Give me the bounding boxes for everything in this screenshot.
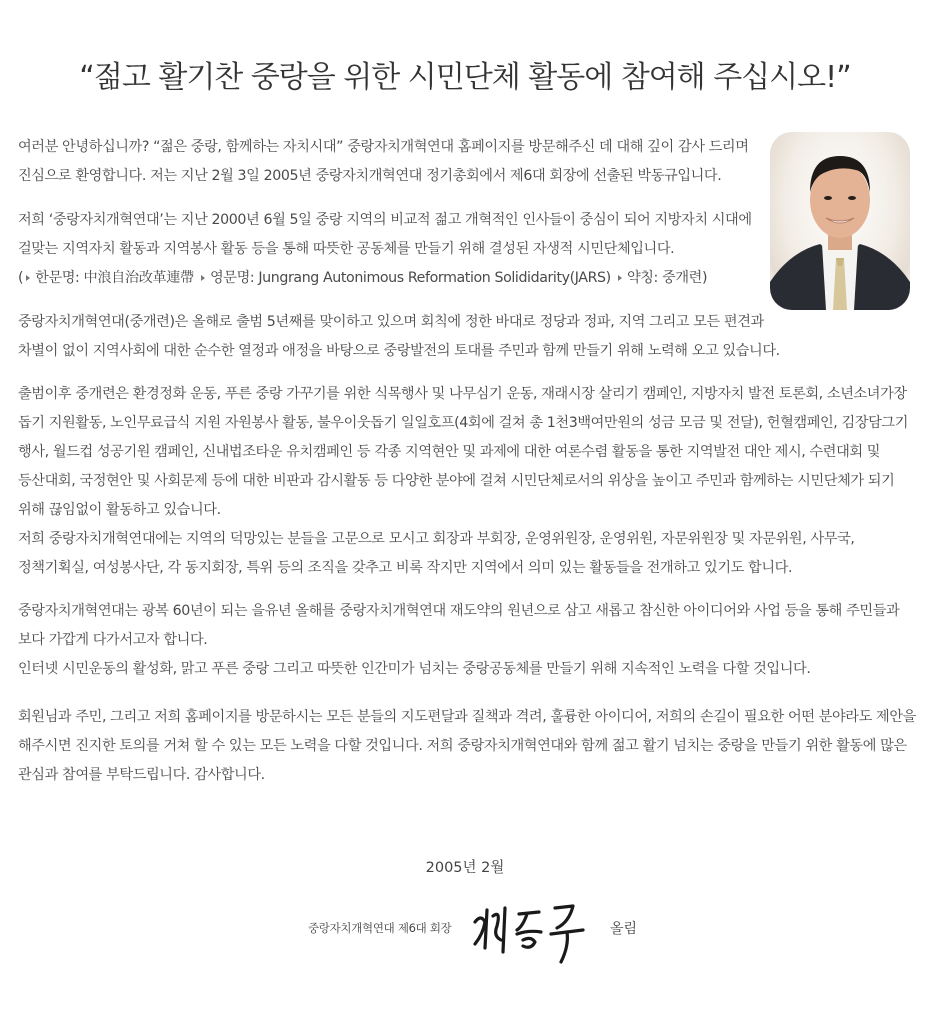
abbreviation: 약칭: 중개련) — [626, 270, 708, 286]
letter-date: 2005년 2월 — [425, 860, 505, 876]
names-line — [18, 264, 766, 293]
organization-paragraph — [18, 206, 766, 293]
names-open: ( — [18, 270, 24, 286]
signer-title: 중랑자치개혁연대 제6대 회장 — [308, 921, 452, 935]
text-line: 차별이 없이 지역사회에 대한 순수한 열정과 애정을 바탕으로 중랑발전의 토대를 주민과 함께 만들기 위해 노력해 오고 있습니다. — [18, 343, 780, 359]
page-headline: “젊고 활기찬 중랑을 위한 시민단체 활동에 참여해 주십시오!” — [79, 60, 851, 95]
intro-paragraph — [18, 133, 766, 191]
signature-block — [0, 900, 930, 970]
text-line: 출범이후 중개련은 환경정화 운동, 푸른 중랑 가꾸기를 위한 식목행사 및 나무심기 운동, 재래시장 살리기 캠페인, 지방자치 발전 토론회, 소년소녀가장 — [18, 386, 907, 402]
president-portrait — [770, 132, 910, 310]
text-line: 돕기 지원활동, 노인무료급식 지원 자원봉사 활동, 불우이웃돕기 일일호프(4회에 걸쳐 총 1천3백여만원의 성금 모금 및 전달), 헌혈캠페인, 김장담그기 — [18, 415, 909, 431]
text-line: 해주시면 진지한 토의를 거쳐 할 수 있는 모든 노력을 다할 것입니다. 저희 중랑자치개혁연대와 함께 젊고 활기 넘치는 중랑을 만들기 위한 활동에 많은 — [18, 738, 907, 754]
text-line: 관심과 참여를 부탁드립니다. 감사합니다. — [18, 767, 265, 783]
english-name: 영문명: Jungrang Autonimous Reformation Solididarity(JARS) — [209, 270, 611, 286]
text-line: 인터넷 시민운동의 활성화, 맑고 푸른 중랑 그리고 따뜻한 인간미가 넘치는 중랑공동체를 만들기 위해 지속적인 노력을 다할 것입니다. — [18, 661, 811, 677]
text-line: 진심으로 환영합니다. 저는 지난 2월 3일 2005년 중랑자치개혁연대 정기총회에서 제6대 회장에 선출된 박동규입니다. — [18, 168, 722, 184]
text-line: 위해 끊임없이 활동하고 있습니다. — [18, 502, 221, 518]
triangle-bullet-icon — [618, 275, 622, 281]
text-line: 정책기획실, 여성봉사단, 각 동지회장, 특위 등의 조직을 갖추고 비록 작지만 지역에서 의미 있는 활동들을 전개하고 있기도 합니다. — [18, 560, 793, 576]
text-line: 회원님과 주민, 그리고 저희 홈페이지를 방문하시는 모든 분들의 지도편달과 질책과 격려, 훌륭한 아이디어, 저희의 손길이 필요한 어떤 분야라도 제안을 — [18, 709, 916, 725]
triangle-bullet-icon — [26, 275, 30, 281]
triangle-bullet-icon — [201, 275, 205, 281]
handwritten-signature — [465, 900, 605, 966]
text-line: 등산대회, 국정현안 및 사회문제 등에 대한 비판과 감시활동 등 다양한 분야에 걸쳐 시민단체로서의 위상을 높이고 주민과 함께하는 시민단체가 되기 — [18, 473, 895, 489]
text-line: 여러분 안녕하십니까? “젊은 중랑, 함께하는 자치시대” 중랑자치개혁연대 홈페이지를 방문해주신 데 대해 깊이 감사 드리며 — [18, 139, 749, 155]
text-line: 보다 가깝게 다가서고자 합니다. — [18, 632, 208, 648]
activities-paragraph — [18, 380, 918, 583]
text-line: 행사, 월드컵 성공기원 캠페인, 신내법조타운 유치캠페인 등 각종 지역현안 및 과제에 대한 여론수렴 활동을 통한 지역발전 대안 제시, 수련대회 및 — [18, 444, 881, 460]
chinese-name: 한문명: 中浪自治改革連帶 — [35, 270, 194, 286]
signer-suffix: 올림 — [610, 921, 638, 937]
text-line: 걸맞는 지역자치 활동과 지역봉사 활동 등을 통해 따뜻한 공동체를 만들기 위해 결성된 자생적 시민단체입니다. — [18, 241, 675, 257]
text-line: 저희 중랑자치개혁연대에는 지역의 덕망있는 분들을 고문으로 모시고 회장과 부회장, 운영위원장, 운영위원, 자문위원장 및 자문위원, 사무국, — [18, 531, 855, 547]
text-line: 중랑자치개혁연대는 광복 60년이 되는 을유년 올해를 중랑자치개혁연대 재도약의 원년으로 삼고 새롭고 참신한 아이디어와 사업 등을 통해 주민들과 — [18, 603, 900, 619]
text-line: 중랑자치개혁연대(중개련)은 올해로 출범 5년째를 맞이하고 있으며 회칙에 정한 바대로 정당과 정파, 지역 그리고 모든 편견과 — [18, 314, 764, 330]
vision-paragraph — [18, 597, 918, 684]
history-paragraph — [18, 308, 918, 366]
text-line: 저희 ‘중랑자치개혁연대’는 지난 2000년 6월 5일 중랑 지역의 비교적 젊고 개혁적인 인사들이 중심이 되어 지방자치 시대에 — [18, 212, 752, 228]
closing-paragraph — [18, 703, 918, 790]
